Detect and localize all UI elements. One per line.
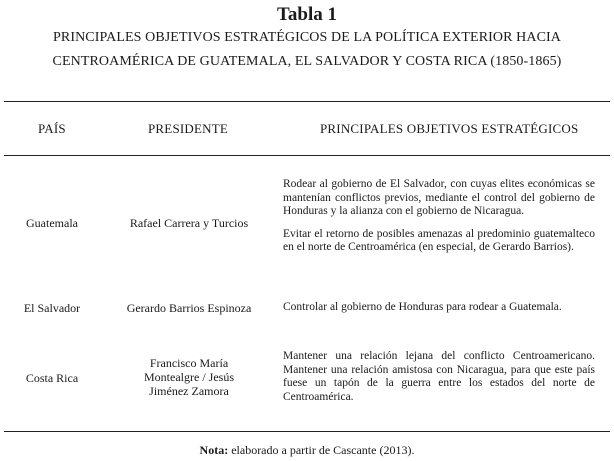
objective-text: Mantener una relación lejana del conflicto Centroamericano. Mantener una relación amistosa con Nicaragua, para que este país fuese un tapón de la guerra entre los estados del norte de Centroamérica. <box>283 350 595 403</box>
bottom-rule <box>4 431 610 432</box>
row-objectives <box>283 301 595 315</box>
table-subtitle-line-2: CENTROAMÉRICA DE GUATEMALA, EL SALVADOR Y COSTA RICA (1850-1865) <box>52 54 562 69</box>
table-note <box>0 443 614 458</box>
objective-text: Evitar el retorno de posibles amenazas al predominio guatemalteco en el norte de Centroamérica (en especial, de Gerardo Barrios). <box>283 227 595 253</box>
header-country: PAÍS <box>38 121 66 136</box>
note-label: Nota: <box>199 443 229 457</box>
row-country: El Salvador <box>23 301 81 315</box>
row-president: Gerardo Barrios Espinoza <box>126 301 252 315</box>
table-title: Tabla 1 <box>276 4 338 25</box>
row-president: Rafael Carrera y Turcios <box>129 216 249 230</box>
row-country: Guatemala <box>26 216 78 230</box>
header-rule <box>4 155 610 156</box>
row-objectives <box>283 178 595 255</box>
objective-text: Rodear al gobierno de El Salvador, con cuyas elites económicas se mantenían conflictos previos, mediante el control del gobierno de Honduras y la alianza con el gobierno de Nicaragua. <box>283 178 595 217</box>
row-country: Costa Rica <box>25 371 79 385</box>
table-subtitle-line-1: PRINCIPALES OBJETIVOS ESTRATÉGICOS DE LA POLÍTICA EXTERIOR HACIA <box>53 30 561 45</box>
top-rule <box>4 101 610 102</box>
row-president: Francisco María Montealgre / Jesús Jiménez Zamora <box>144 356 234 398</box>
header-objectives: PRINCIPALES OBJETIVOS ESTRATÉGICOS <box>320 121 579 136</box>
row-objectives <box>283 350 595 404</box>
header-president: PRESIDENTE <box>148 121 228 136</box>
objective-text: Controlar al gobierno de Honduras para rodear a Guatemala. <box>283 301 562 313</box>
note-text: elaborado a partir de Cascante (2013). <box>231 443 415 457</box>
